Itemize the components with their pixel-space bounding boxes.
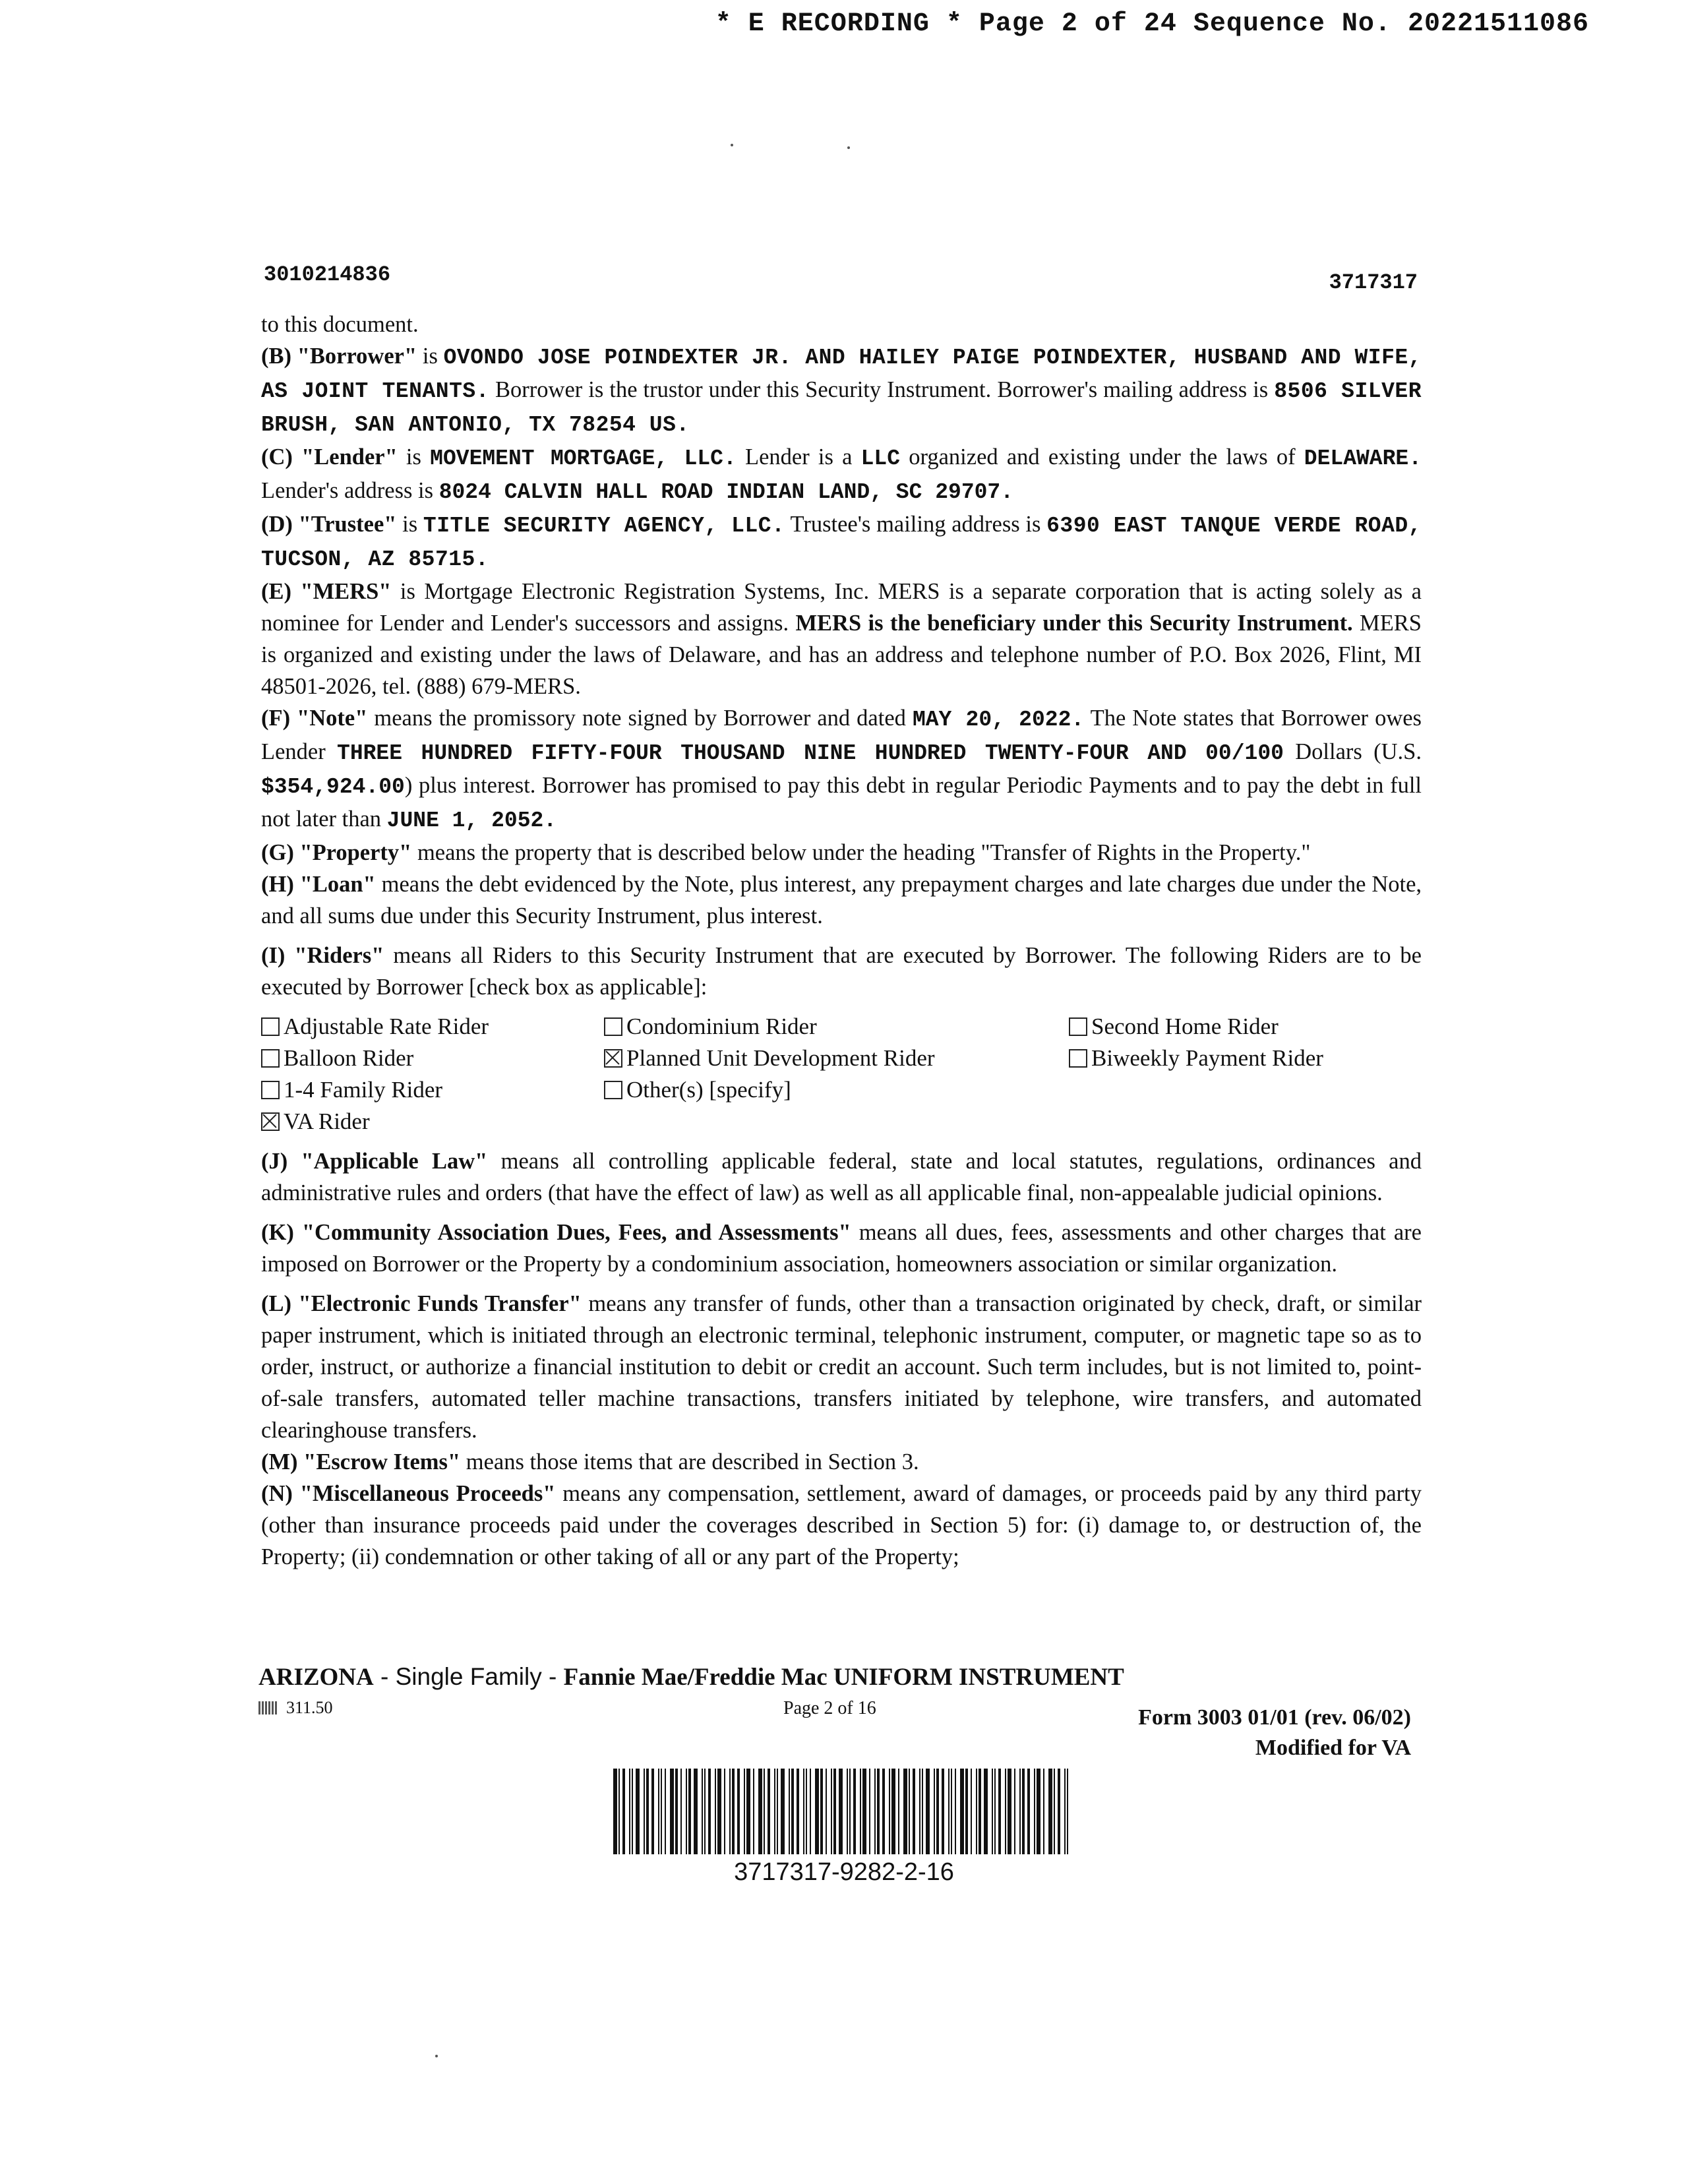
- barcode-bar: [934, 1769, 935, 1854]
- barcode-bar: [922, 1769, 923, 1854]
- barcode-bar: [849, 1769, 851, 1854]
- section-mers: (E) "MERS" is Mortgage Electronic Registration Systems, Inc. MERS is a separate corporation that is acting solely as a nominee for Lender and Lender's successors and assigns. MERS is the beneficiary under this Security Instrument. MERS is organized and existing under the laws of Delaware, and has an address and telephone number of P.O. Box 2026, Flint, MI 48501-2026, tel. (888) 679-MERS.: [261, 579, 1422, 699]
- barcode-bar: [737, 1769, 740, 1854]
- loan-number: 3010214836: [264, 262, 391, 287]
- barcode-bar: [746, 1769, 750, 1854]
- section-property: (G) "Property" means the property that is described below under the heading "Transfer of Rights in the Property.": [261, 840, 1311, 865]
- barcode-bar: [1034, 1769, 1035, 1854]
- document-body: [261, 309, 1422, 1573]
- checked-box-icon[interactable]: [261, 1112, 280, 1131]
- barcode-bar: [955, 1769, 956, 1854]
- borrower-address: 8506 SILVER BRUSH, SAN ANTONIO, TX 78254 US.: [261, 379, 1422, 437]
- section-misc-proceeds: (N) "Miscellaneous Proceeds" means any compensation, settlement, award of damages, or proceeds paid by any third party (other than insurance proceeds paid under the coverages described in Section 5) for: (i) damage to, or destruction of, the Property; (ii) condemnation or other taking of all or any part of the Property;: [261, 1481, 1422, 1569]
- checkbox-icon[interactable]: [1069, 1049, 1087, 1068]
- barcode-bar: [806, 1769, 807, 1854]
- recording-header: * E RECORDING * Page 2 of 24 Sequence No. 20221511086: [715, 9, 1589, 39]
- barcode-bar: [644, 1769, 645, 1854]
- barcode-bar: [688, 1769, 691, 1854]
- scan-speck: [731, 144, 733, 146]
- barcode-number: 3717317-9282-2-16: [734, 1858, 954, 1886]
- footer-fannie: Fannie Mae/Freddie Mac UNIFORM INSTRUMENT: [563, 1664, 1124, 1691]
- barcode-bar: [724, 1769, 725, 1854]
- barcode-bar: [965, 1769, 968, 1854]
- form-footer-title: ARIZONA - Single Family - Fannie Mae/Freddie Mac UNIFORM INSTRUMENT: [258, 1663, 1124, 1691]
- barcode-bar: [960, 1769, 964, 1854]
- barcode-bar: [774, 1769, 775, 1854]
- mers-beneficiary-statement: MERS is the beneficiary under this Security Instrument.: [795, 611, 1353, 636]
- barcode-bar: [1064, 1769, 1066, 1854]
- barcode-bar: [717, 1769, 721, 1854]
- barcode-bar: [1014, 1769, 1015, 1854]
- section-label: (B) "Borrower": [261, 344, 417, 369]
- section-label: (M) "Escrow Items": [261, 1449, 461, 1474]
- barcode-bar: [1022, 1769, 1025, 1854]
- barcode-bar: [1019, 1769, 1021, 1854]
- checkbox-icon[interactable]: [261, 1081, 280, 1099]
- borrower-name: OVONDO JOSE POINDEXTER JR. AND HAILEY PAIGE POINDEXTER, HUSBAND AND WIFE, AS JOINT TENANTS.: [261, 346, 1422, 404]
- rider-option[interactable]: Second Home Rider: [1069, 1011, 1399, 1043]
- rider-empty-cell: [1069, 1074, 1399, 1106]
- barcode-bar: [613, 1769, 617, 1854]
- barcode-bar: [898, 1769, 899, 1854]
- note-date: MAY 20, 2022.: [912, 708, 1085, 732]
- trustee-address: 6390 EAST TANQUE VERDE ROAD, TUCSON, AZ 85715.: [261, 514, 1422, 572]
- scan-speck: [435, 2055, 438, 2057]
- rider-option[interactable]: Condominium Rider: [604, 1011, 1069, 1043]
- section-riders: (I) "Riders" means all Riders to this Security Instrument that are executed by Borrower. The following Riders are to be executed by Borrower [check box as applicable]:: [261, 943, 1422, 1000]
- barcode-bar: [903, 1769, 907, 1854]
- barcode-bar: [661, 1769, 662, 1854]
- section-label: (F) "Note": [261, 706, 368, 731]
- barcode-bar: [632, 1769, 633, 1854]
- barcode-bar: [789, 1769, 790, 1854]
- barcode-bar: [658, 1769, 659, 1854]
- lender-address: 8024 CALVIN HALL ROAD INDIAN LAND, SC 29707.: [438, 480, 1014, 504]
- mers-number: 3717317: [1329, 270, 1418, 295]
- barcode-bar: [877, 1769, 880, 1854]
- barcode-bar: [889, 1769, 890, 1854]
- barcode-bar: [675, 1769, 678, 1854]
- barcode-bar: [882, 1769, 885, 1854]
- barcode-bar: [680, 1769, 682, 1854]
- barcode-bar: [992, 1769, 993, 1854]
- barcode-bar: [1054, 1769, 1055, 1854]
- barcode-bar: [629, 1769, 630, 1854]
- section-escrow-items: (M) "Escrow Items" means those items that are described in Section 3.: [261, 1449, 919, 1474]
- checkbox-icon[interactable]: [604, 1017, 622, 1036]
- section-label: (C) "Lender": [261, 444, 398, 470]
- rider-option[interactable]: VA Rider: [261, 1106, 604, 1138]
- scan-speck: [847, 146, 850, 149]
- rider-option[interactable]: 1-4 Family Rider: [261, 1074, 604, 1106]
- loan-amount: $354,924.00: [261, 775, 405, 799]
- barcode-bar: [1067, 1769, 1068, 1854]
- barcode-bar: [874, 1769, 876, 1854]
- rider-option[interactable]: Other(s) [specify]: [604, 1074, 1069, 1106]
- section-association-dues: (K) "Community Association Dues, Fees, and Assessments" means all dues, fees, assessments and other charges that are imposed on Borrower or the Property by a condominium association, homeowners association or similar organization.: [261, 1220, 1422, 1277]
- barcode-bar: [702, 1769, 703, 1854]
- barcode-bar: [646, 1769, 649, 1854]
- section-note: (F) "Note" means the promissory note signed by Borrower and dated MAY 20, 2022. The Note states that Borrower owes Lender THREE HUNDRED FIFTY-FOUR THOUSAND NINE HUNDRED TWENTY-FOUR AND 00/100 Dollars (U.S. $354,924.00) plus interest. Borrower has promised to pay this debt in regular Periodic Payments and to pay the debt in full not later than JUNE 1, 2052.: [261, 706, 1422, 833]
- section-eft: (L) "Electronic Funds Transfer" means any transfer of funds, other than a transaction originated by check, draft, or similar paper instrument, which is initiated through an electronic terminal, telephonic instrument, computer, or magnetic tape so as to order, instruct, or authorize a financial institution to debit or credit an account. Such term includes, but is not limited to, point-of-sale transfers, automated teller machine transactions, transfers initiated by telephone, wire transfers, and automated clearinghouse transfers.: [261, 1291, 1422, 1443]
- riders-checklist: [261, 1011, 1422, 1138]
- section-label: (J) "Applicable Law": [261, 1149, 488, 1174]
- barcode-bar: [1037, 1769, 1040, 1854]
- barcode-bar: [891, 1769, 895, 1854]
- section-lender: (C) "Lender" is MOVEMENT MORTGAGE, LLC. Lender is a LLC organized and existing under the laws of DELAWARE. Lender's address is 8024 CALVIN HALL ROAD INDIAN LAND, SC 29707.: [261, 444, 1422, 504]
- lender-type: LLC: [860, 446, 901, 471]
- barcode-bar: [936, 1769, 939, 1854]
- rider-option[interactable]: Planned Unit Development Rider: [604, 1043, 1069, 1074]
- barcode-bar: [820, 1769, 823, 1854]
- barcode-bar: [686, 1769, 687, 1854]
- rider-option[interactable]: Biweekly Payment Rider: [1069, 1043, 1399, 1074]
- checked-box-icon[interactable]: [604, 1049, 622, 1068]
- barcode-bar: [913, 1769, 915, 1854]
- barcode-bar: [1058, 1769, 1060, 1854]
- barcode-bar: [636, 1769, 640, 1854]
- barcode-bar: [994, 1769, 996, 1854]
- barcode-bar: [826, 1769, 827, 1854]
- barcode-bar: [797, 1769, 799, 1854]
- rider-option[interactable]: Adjustable Rate Rider: [261, 1011, 604, 1043]
- barcode-bar: [948, 1769, 950, 1854]
- barcode-bar: [860, 1769, 861, 1854]
- section-loan: (H) "Loan" means the debt evidenced by the Note, plus interest, any prepayment charges and late charges due under the Note, and all sums due under this Security Instrument, plus interest.: [261, 872, 1422, 928]
- maturity-date: JUNE 1, 2052.: [386, 808, 557, 833]
- barcode-bar: [847, 1769, 848, 1854]
- section-trustee: (D) "Trustee" is TITLE SECURITY AGENCY, LLC. Trustee's mailing address is 6390 EAST TANQUE VERDE ROAD, TUCSON, AZ 85715.: [261, 512, 1422, 572]
- barcode-bar: [768, 1769, 770, 1854]
- section-borrower: (B) "Borrower" is OVONDO JOSE POINDEXTER JR. AND HAILEY PAIGE POINDEXTER, HUSBAND AND WIFE, AS JOINT TENANTS. Borrower is the trustor under this Security Instrument. Borrower's mailing address is 8506 SILVER BRUSH, SAN ANTONIO, TX 78254 US.: [261, 344, 1422, 437]
- lender-name: MOVEMENT MORTGAGE, LLC.: [430, 446, 737, 471]
- checkbox-icon[interactable]: [604, 1081, 622, 1099]
- barcode-bar: [704, 1769, 706, 1854]
- trustee-name: TITLE SECURITY AGENCY, LLC.: [423, 514, 785, 538]
- section-label: (E) "MERS": [261, 579, 392, 604]
- barcode-bar: [971, 1769, 972, 1854]
- footer-form-number: Form 3003 01/01 (rev. 06/02) Modified for VA: [1138, 1703, 1411, 1763]
- barcode-bar: [926, 1769, 930, 1854]
- barcode-bar: [670, 1769, 674, 1854]
- barcode-bar: [1005, 1769, 1006, 1854]
- barcode-bar: [833, 1769, 836, 1854]
- section-label: (I) "Riders": [261, 943, 384, 968]
- barcode-bar: [839, 1769, 843, 1854]
- barcode-bar: [909, 1769, 910, 1854]
- barcode-bar: [1043, 1769, 1044, 1854]
- footer-page-number: Page 2 of 16: [783, 1698, 876, 1718]
- checkbox-icon[interactable]: [1069, 1017, 1087, 1036]
- footer-modified: Modified for VA: [1255, 1736, 1411, 1760]
- barcode-bar: [729, 1769, 731, 1854]
- barcode-bar: [781, 1769, 785, 1854]
- lender-state: DELAWARE.: [1304, 446, 1422, 471]
- barcode-bar: [791, 1769, 794, 1854]
- section-label: (L) "Electronic Funds Transfer": [261, 1291, 582, 1316]
- barcode-bar: [777, 1769, 778, 1854]
- rider-option[interactable]: Balloon Rider: [261, 1043, 604, 1074]
- barcode-bar: [715, 1769, 716, 1854]
- footer-form-code: 311.50: [258, 1698, 333, 1718]
- barcode-bar: [1008, 1769, 1011, 1854]
- barcode-bar: [744, 1769, 745, 1854]
- barcode-bar: [732, 1769, 735, 1854]
- barcode-bar: [758, 1769, 762, 1854]
- section-label: (D) "Trustee": [261, 512, 397, 537]
- barcode-bar: [984, 1769, 988, 1854]
- barcode-bar: [622, 1769, 625, 1854]
- barcode-bar: [862, 1769, 866, 1854]
- barcode-bar: [942, 1769, 944, 1854]
- barcode-bar: [708, 1769, 711, 1854]
- section-label: (K) "Community Association Dues, Fees, and Assessments": [261, 1220, 851, 1245]
- barcode-bar: [618, 1769, 620, 1854]
- section-label: (H) "Loan": [261, 872, 376, 897]
- section-label: (G) "Property": [261, 840, 412, 865]
- logo-icon: [258, 1701, 277, 1714]
- barcode-bar: [831, 1769, 832, 1854]
- section-label: (N) "Miscellaneous Proceeds": [261, 1481, 556, 1506]
- barcode-bar: [753, 1769, 754, 1854]
- barcode-bar: [919, 1769, 920, 1854]
- footer-state: ARIZONA: [258, 1664, 374, 1691]
- barcode-bar: [665, 1769, 666, 1854]
- barcode-bar: [815, 1769, 819, 1854]
- section-applicable-law: (J) "Applicable Law" means all controlling applicable federal, state and local statutes, regulations, ordinances and administrative rules and orders (that have the effect of law) as well as all applicable final, non-appealable judicial opinions.: [261, 1149, 1422, 1205]
- barcode-bar: [976, 1769, 977, 1854]
- barcode-bar: [869, 1769, 870, 1854]
- barcode-bar: [998, 1769, 1001, 1854]
- checkbox-icon[interactable]: [261, 1049, 280, 1068]
- barcode-bar: [1048, 1769, 1052, 1854]
- barcode-bar: [694, 1769, 698, 1854]
- barcode-bar: [803, 1769, 804, 1854]
- checkbox-icon[interactable]: [261, 1017, 280, 1036]
- intro-text: to this document.: [261, 312, 419, 337]
- barcode-bar: [764, 1769, 765, 1854]
- loan-amount-words: THREE HUNDRED FIFTY-FOUR THOUSAND NINE HUNDRED TWENTY-FOUR AND 00/100: [337, 741, 1284, 766]
- barcode-bar: [810, 1769, 811, 1854]
- barcode-icon: [613, 1769, 1075, 1854]
- barcode-bar: [853, 1769, 856, 1854]
- barcode-bar: [951, 1769, 952, 1854]
- barcode-bar: [651, 1769, 654, 1854]
- barcode-bar: [979, 1769, 981, 1854]
- barcode-bar: [1027, 1769, 1030, 1854]
